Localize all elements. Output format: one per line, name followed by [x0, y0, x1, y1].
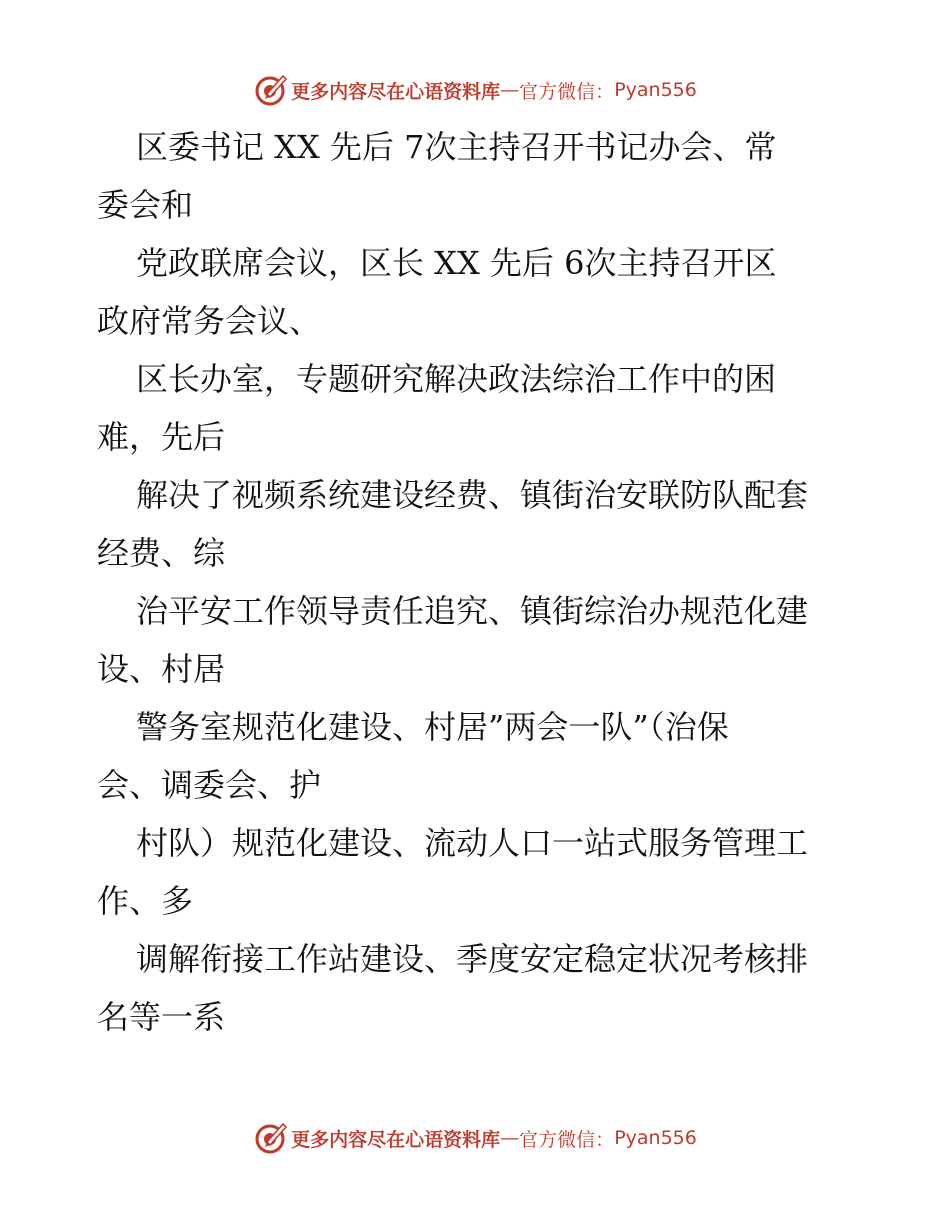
body-line: 党政联席会议，区长 XX 先后 6次主持召开区: [136, 244, 777, 282]
document-body: [97, 118, 857, 1046]
footer-banner: [0, 1118, 950, 1158]
banner-brand-text: 更多内容尽在心语资料库: [291, 80, 501, 103]
body-line: 解决了视频系统建设经费、镇街治安联防队配套: [136, 476, 809, 514]
body-line: 区长办室，专题研究解决政法综治工作中的困: [136, 360, 777, 398]
header-banner: [0, 70, 950, 110]
banner-wechat-id: Pyan556: [614, 1127, 697, 1149]
body-line: 区委书记 XX 先后 7次主持召开书记办会、常: [136, 128, 777, 166]
body-line: 政府常务会议、: [97, 302, 322, 340]
banner-wechat-label: 官方微信：: [519, 1128, 615, 1151]
body-line: 警务室规范化建设、村居”两会一队”（治保: [136, 708, 729, 746]
pen-logo-icon: [253, 1120, 289, 1156]
body-line: 名等一系: [97, 998, 226, 1036]
body-line: 委会和: [97, 186, 194, 224]
body-line: 村队）规范化建设、流动人口一站式服务管理工: [136, 824, 809, 862]
body-line: 会、调委会、护: [97, 766, 322, 804]
body-line: 作、多: [97, 882, 194, 920]
banner-separator: —: [500, 79, 520, 101]
body-line: 经费、综: [97, 534, 226, 572]
banner-brand-text: 更多内容尽在心语资料库: [291, 1128, 501, 1151]
pen-logo-icon: [253, 72, 289, 108]
banner-wechat-label: 官方微信：: [519, 80, 615, 103]
banner-wechat-id: Pyan556: [614, 79, 697, 101]
body-line: 设、村居: [97, 650, 226, 688]
body-line: 治平安工作领导责任追究、镇街综治办规范化建: [136, 592, 809, 630]
body-line: 难，先后: [97, 418, 226, 456]
banner-separator: —: [500, 1127, 520, 1149]
body-line: 调解衔接工作站建设、季度安定稳定状况考核排: [136, 940, 809, 978]
